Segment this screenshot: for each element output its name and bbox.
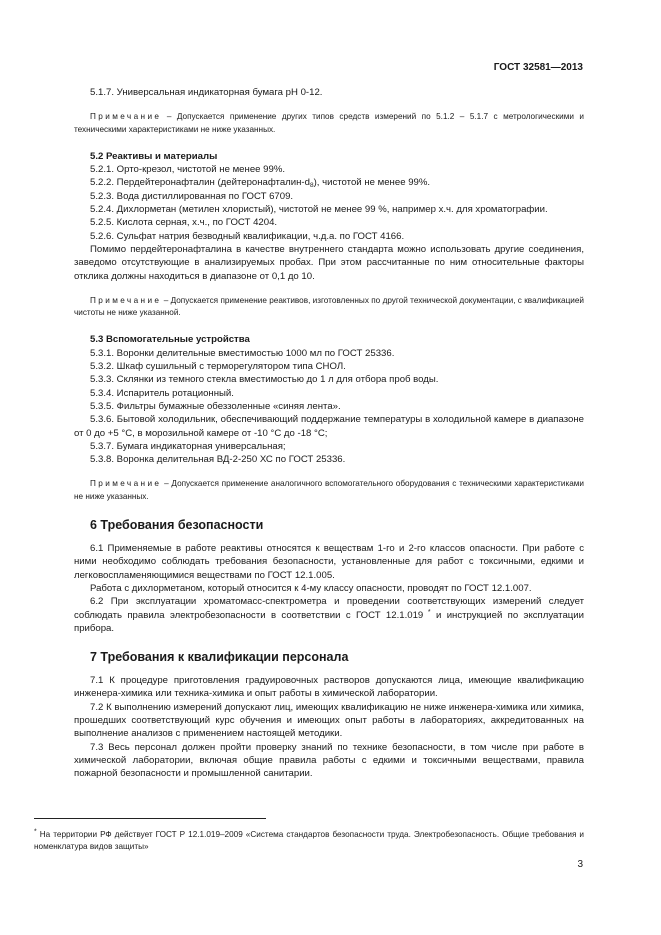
item-5-2-2: 5.2.2. Пердейтеронафталин $(дейтеронафталин-d_8)$, чистотой не менее 99%.	[90, 177, 431, 190]
para-7-1: 7.1 К процедуре приготовления градуировочных растворов допускаются лица, имеющие квалификацию инженера-химика или техника-химика и опыт работы в химической лаборатории.	[74, 675, 584, 700]
item-5-2-4: 5.2.4. Дихлорметан (метилен хлористый), чистотой не менее 99 %, например х.ч. для хроматографии.	[90, 204, 548, 216]
page-content	[74, 86, 584, 780]
section-5-3-title: 5.3 Вспомогательные устройства	[90, 334, 250, 346]
item-5-1-7: 5.1.7. Универсальная индикаторная бумага рН 0-12.	[90, 87, 323, 98]
footnote-divider	[34, 818, 266, 819]
item-5-2-5: 5.2.5. Кислота серная, х.ч., по ГОСТ 4204.	[90, 217, 278, 229]
doc-code-header: ГОСТ 32581—2013	[493, 62, 583, 73]
section-7-title: 7 Требования к квалификации персонала	[90, 650, 349, 665]
para-7-2: 7.2 К выполнению измерений допускают лиц, имеющих квалификацию не ниже инженера-химика или химика, прошедших соответствующий курс обучения и имеющих опыт работы в лабораториях, аккредитованных на выполнение анализов с применением настоящей методики.	[74, 701, 584, 740]
item-5-3-6: 5.3.6. Бытовой холодильник, обеспечивающий поддержание температуры в холодильной камере в диапазоне от 0 до +5 °С, в морозильной камере от -10 °С до -18 °С;	[74, 414, 584, 439]
section-6-title: 6 Требования безопасности	[90, 518, 264, 533]
footnote	[34, 829, 584, 854]
para-7-3: 7.3 Весь персонал должен пройти проверку знаний по технике безопасности, в том числе при работе в химической лаборатории, включая общие правила работы с едкими и токсичными веществами, правила пожарной безопасности и промышленной санитарии.	[74, 741, 584, 780]
item-5-3-7: 5.3.7. Бумага индикаторная универсальная;	[90, 440, 286, 452]
internal-standard-paragraph: Помимо пердейтеронафталина в качестве внутреннего стандарта можно использовать другие соединения, заведомо отсутствующие в анализируемых пробах. При этом рассчитанные по ним относительные факторы отклика должны находиться в диапазоне от 0,1 до 10.	[74, 243, 584, 282]
para-6-2: 6.2 При эксплуатации хроматомасс-спектрометра и проведении соответствующих измерений следует соблюдать правила электробезопасности в соответствии с ГОСТ 12.1.019 * и инструкцией по эксплуатации прибора.	[74, 596, 584, 634]
item-5-3-4: 5.3.4. Испаритель ротационный.	[90, 387, 234, 399]
note-label: Примечание	[90, 479, 162, 489]
item-5-3-1: 5.3.1. Воронки делительные вместимостью 1000 мл по ГОСТ 25336.	[90, 347, 395, 359]
footnote-text: На территории РФ действует ГОСТ Р 12.1.019–2009 «Система стандартов безопасности труда. Электробезопасность. Общие требования и номенклатура видов защиты»	[34, 830, 584, 852]
item-5-2-1: 5.2.1. Орто-крезол, чистотой не менее 99%.	[90, 164, 286, 176]
note-label: Примечание	[90, 295, 162, 305]
note-2	[74, 295, 584, 320]
footnote-mark: *	[34, 828, 37, 836]
item-5-2-3: 5.2.3. Вода дистиллированная по ГОСТ 6709.	[90, 190, 294, 202]
item-5-3-3: 5.3.3. Склянки из темного стекла вместимостью до 1 л для отбора проб воды.	[90, 374, 439, 386]
item-5-3-5: 5.3.5. Фильтры бумажные обеззоленные «синяя лента».	[90, 400, 341, 412]
para-6-1-dichloromethane: Работа с дихлорметаном, который относится к 4-му классу опасности, проводят по ГОСТ 12.1.007.	[90, 582, 532, 594]
note-text: – Допускается применение других типов средств измерений по 5.1.2 – 5.1.7 с метрологическими и техническими характеристиками не ниже указанных.	[74, 112, 584, 134]
item-5-2-6: 5.2.6. Сульфат натрия безводный квалификации, ч.д.а. по ГОСТ 4166.	[90, 230, 405, 242]
footnote-ref: *	[423, 608, 431, 616]
section-5-2-title: 5.2 Реактивы и материалы	[90, 150, 218, 162]
note-1	[74, 111, 584, 136]
para-6-1: 6.1 Применяемые в работе реактивы относятся к веществам 1-го и 2-го классов опасности. При работе с ними необходимо соблюдать требования безопасности, установленные для работ с токсичными, едкими и легковоспламеняющимися веществами по ГОСТ 12.1.005.	[74, 543, 584, 581]
note-text: – Допускается применение реактивов, изготовленных по другой технической документации, с квалификацией чистоты не ниже указанной.	[74, 295, 584, 318]
note-text: – Допускается применение аналогичного вспомогательного оборудования с техническими характеристиками не ниже указанных.	[74, 479, 584, 501]
note-3	[74, 478, 584, 503]
note-label: Примечание	[90, 112, 162, 122]
item-5-3-8: 5.3.8. Воронка делительная ВД-2-250 ХС по ГОСТ 25336.	[90, 454, 346, 466]
item-5-3-2: 5.3.2. Шкаф сушильный с терморегулятором типа СНОЛ.	[90, 361, 346, 373]
page-number: 3	[577, 859, 583, 870]
